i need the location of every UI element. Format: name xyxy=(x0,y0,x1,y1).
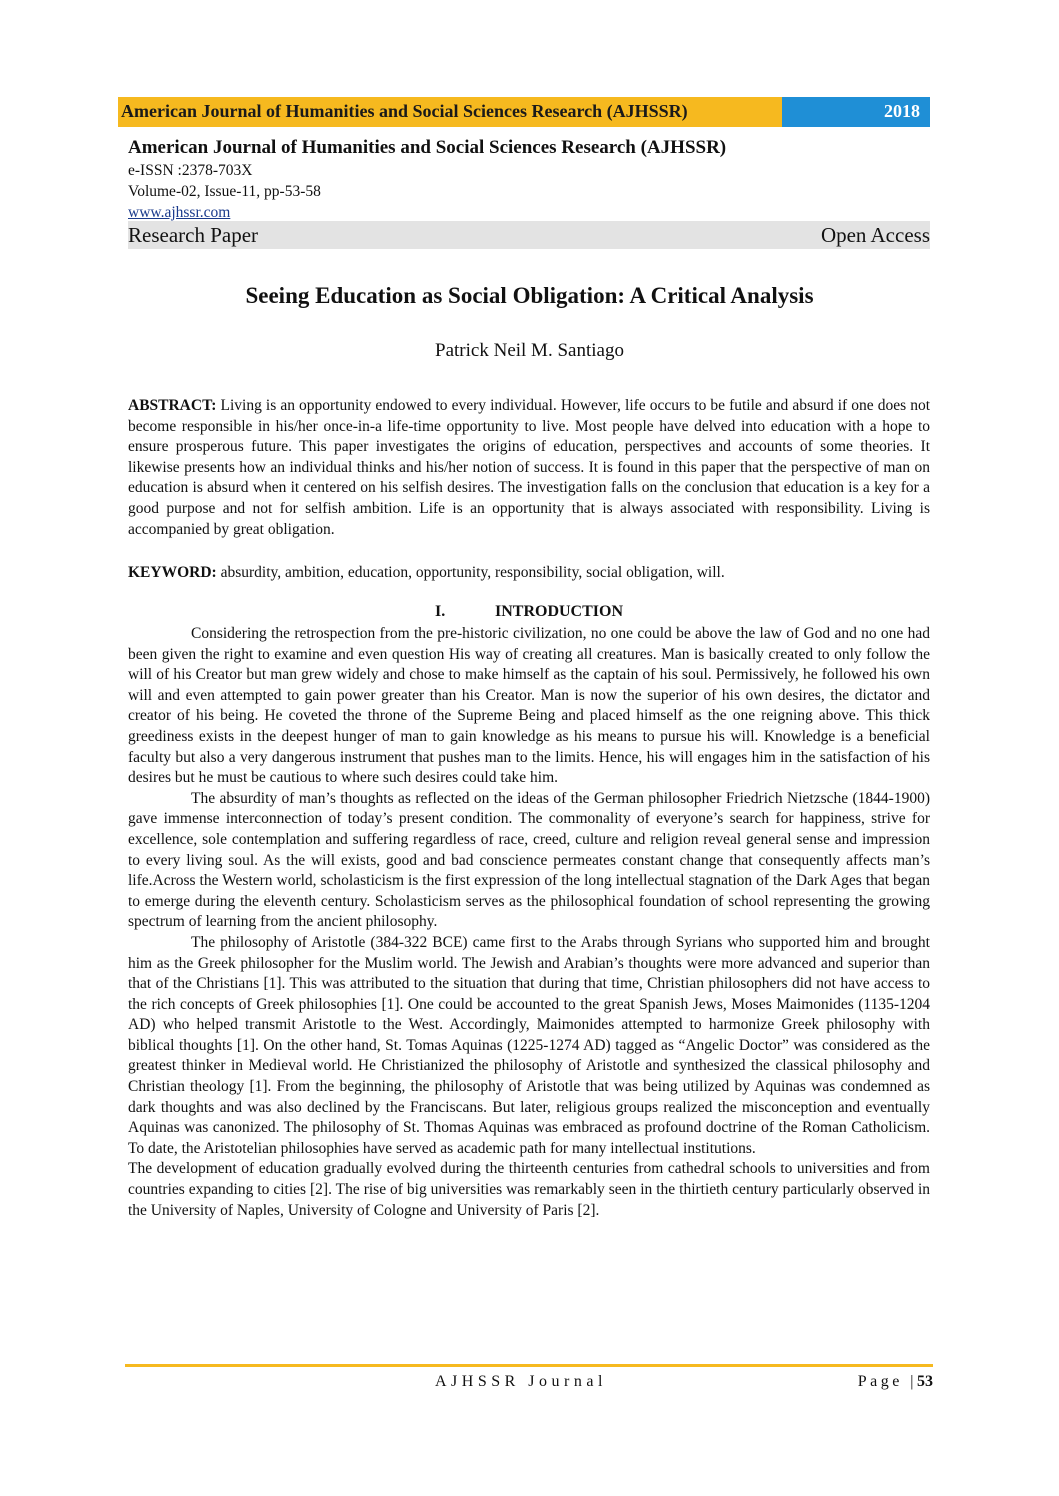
section-heading xyxy=(128,603,930,621)
journal-name: American Journal of Humanities and Social Sciences Research (AJHSSR) xyxy=(128,137,727,158)
page-label: Page | xyxy=(857,1373,917,1390)
journal-issn: e-ISSN :2378-703X xyxy=(128,162,253,179)
section-number: I. xyxy=(434,603,446,620)
introduction-body xyxy=(128,624,930,1221)
abstract xyxy=(128,396,930,540)
page-footer xyxy=(125,1373,933,1395)
abstract-text: Living is an opportunity endowed to every individual. However, life occurs to be futile and absurd if one does not become responsible in his/her once-in-a life-time opportunity to live. Most people have delved into education with a hope to ensure prosperous future. This paper investigates the origins of education, perspectives and accounts of some theories. It likewise presents how an individual thinks and his/her notion of success. It is found in this paper that the perspective of man on education is absurd when it centered on his selfish desires. The investigation falls on the conclusion that education is a key for a good purpose and not for selfish ambition. Life is an opportunity that is always associated with responsibility. Living is accompanied by great obligation. xyxy=(128,397,931,538)
paper-type: Research Paper xyxy=(128,223,259,247)
banner-year: 2018 xyxy=(884,101,920,121)
keywords xyxy=(128,563,930,584)
footer-page xyxy=(858,1373,933,1391)
banner-year-bar xyxy=(782,97,930,127)
paragraph: Considering the retrospection from the pre-historic civilization, no one could be above the law of God and no one had been given the right to examine and even question His way of creating all creatures. Man is basically created to only follow the will of his Creator but man grew widely and chose to make himself as the captain of his soul. Permissively, he followed his own will and even attempted to gain power greater than his Creator. Man is now the superior of his own desires, the dictator and creator of his being. He coveted the throne of the Supreme Being and placed himself as the one reigning above. This thick greediness exists in the deepest hunger of man to gain knowledge as his means to pursue his will. Knowledge is a beneficial faculty but also a very dangerous instrument that pushes man to the limits. Hence, his will engages him in the satisfaction of his desires but he must be cautious to where such desires could take him. xyxy=(128,625,930,787)
footer-divider xyxy=(125,1364,933,1367)
article-author: Patrick Neil M. Santiago xyxy=(435,340,624,361)
footer-journal: AJHSSR Journal xyxy=(435,1373,607,1390)
keyword-text: absurdity, ambition, education, opportunity, responsibility, social obligation, will. xyxy=(220,564,725,581)
journal-website-link[interactable]: www.ajhssr.com xyxy=(128,204,231,221)
access-type: Open Access xyxy=(820,223,930,247)
keyword-label: KEYWORD: xyxy=(128,564,217,581)
journal-banner xyxy=(118,97,930,127)
banner-title: American Journal of Humanities and Social Sciences Research (AJHSSR) xyxy=(121,101,688,121)
banner-title-bar xyxy=(118,97,782,127)
journal-info xyxy=(128,136,726,223)
article-title: Seeing Education as Social Obligation: A Critical Analysis xyxy=(245,283,814,308)
paper-type-bar xyxy=(128,221,930,249)
section-title: INTRODUCTION xyxy=(494,603,623,620)
paragraph: The development of education gradually evolved during the thirteenth centuries from cathedral schools to universities and from countries expanding to cities [2]. The rise of big universities was remarkably seen in the thirtieth century particularly observed in the University of Naples, University of Cologne and University of Paris [2]. xyxy=(128,1160,930,1219)
paragraph: The absurdity of man’s thoughts as reflected on the ideas of the German philosopher Friedrich Nietzsche (1844-1900) gave immense interconnection of today’s present condition. The commonality of everyone’s search for happiness, strive for excellence, sole contemplation and suffering regardless of race, creed, culture and religion reveal general sense and impression to every living soul. As the will exists, good and bad conscience permeates constant change that consequently affects man’s life.Across the Western world, scholasticism is the first expression of the long intellectual stagnation of the Dark Ages that began to emerge during the eleventh century. Scholasticism serves as the philosophical foundation of school representing the growing spectrum of learning from the ancient philosophy. xyxy=(128,789,930,931)
page-number: 53 xyxy=(917,1373,933,1390)
paragraph: The philosophy of Aristotle (384-322 BCE) came first to the Arabs through Syrians who supported him and brought him as the Greek philosopher for the Muslim world. The Jewish and Arabian’s thoughts were more advanced and superior than that of the Christians [1]. This was attributed to the situation that during that time, Christian philosophers did not have access to the rich concepts of Greek philosophies [1]. One could be accounted to the great Spanish Jews, Moses Maimonides (1135-1204 AD) who helped transmit Aristotle to the West. Accordingly, Maimonides attempted to harmonize Greek philosophy with biblical thoughts [1]. On the other hand, St. Tomas Aquinas (1225-1274 AD) tagged as “Angelic Doctor” was considered as the greatest thinker in Medieval world. He Christianized the philosophy of Aristotle and synthesized the classical philosophy and Christian theology [1]. From the beginning, the philosophy of Aristotle that was being utilized by Aquinas was condemned as dark thoughts and was also declined by the Franciscans. But later, religious groups realized the misconception and eventually Aquinas was canonized. The philosophy of St. Thomas Aquinas was embraced as profound doctrine of the Roman Catholicism. To date, the Aristotelian philosophies have served as academic path for many intellectual institutions. xyxy=(128,933,930,1157)
journal-volume: Volume-02, Issue-11, pp-53-58 xyxy=(128,183,321,200)
abstract-label: ABSTRACT: xyxy=(128,397,217,414)
